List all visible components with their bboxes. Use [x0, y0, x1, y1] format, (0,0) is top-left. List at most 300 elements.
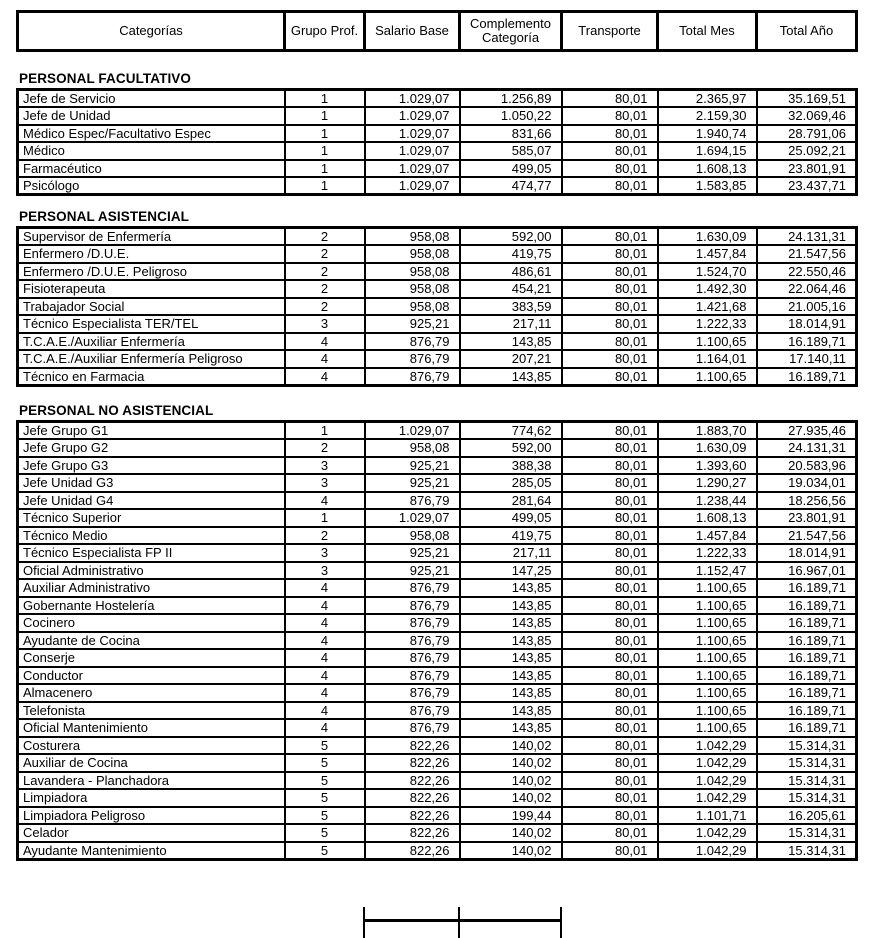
section-title: PERSONAL FACULTATIVO — [19, 71, 192, 86]
value-cell: 16.189,71 — [757, 632, 857, 650]
category-cell: Gobernante Hostelería — [18, 597, 285, 615]
value-cell: 1.100,65 — [658, 597, 757, 615]
section-table — [16, 88, 858, 196]
value-cell: 143,85 — [460, 333, 562, 351]
value-cell: 1.583,85 — [658, 177, 757, 195]
stub-cell — [459, 920, 561, 938]
value-cell: 958,08 — [365, 228, 460, 246]
category-cell: Jefe Grupo G1 — [18, 422, 285, 440]
value-cell: 925,21 — [365, 315, 460, 333]
value-cell: 388,38 — [460, 457, 562, 475]
value-cell: 143,85 — [460, 597, 562, 615]
value-cell: 80,01 — [562, 789, 658, 807]
value-cell: 80,01 — [562, 492, 658, 510]
value-cell: 1.100,65 — [658, 368, 757, 386]
category-cell: Jefe de Servicio — [18, 90, 285, 108]
table-row — [18, 350, 857, 368]
category-cell: Técnico Especialista TER/TEL — [18, 315, 285, 333]
value-cell: 1.290,27 — [658, 474, 757, 492]
value-cell: 419,75 — [460, 527, 562, 545]
value-cell: 925,21 — [365, 474, 460, 492]
value-cell: 140,02 — [460, 789, 562, 807]
group-cell: 4 — [285, 368, 365, 386]
table-row — [18, 245, 857, 263]
next-table-stub — [363, 907, 562, 938]
value-cell: 80,01 — [562, 160, 658, 178]
value-cell: 23.801,91 — [757, 509, 857, 527]
value-cell: 80,01 — [562, 350, 658, 368]
value-cell: 1.042,29 — [658, 842, 757, 860]
value-cell: 822,26 — [365, 789, 460, 807]
group-cell: 4 — [285, 684, 365, 702]
table-row — [18, 719, 857, 737]
group-cell: 3 — [285, 315, 365, 333]
value-cell: 21.005,16 — [757, 298, 857, 316]
value-cell: 1.492,30 — [658, 280, 757, 298]
table-row — [18, 544, 857, 562]
value-cell: 217,11 — [460, 544, 562, 562]
value-cell: 383,59 — [460, 298, 562, 316]
value-cell: 80,01 — [562, 422, 658, 440]
table-row — [18, 368, 857, 386]
value-cell: 80,01 — [562, 632, 658, 650]
value-cell: 1.042,29 — [658, 789, 757, 807]
group-cell: 2 — [285, 228, 365, 246]
category-cell: Lavandera - Planchadora — [18, 772, 285, 790]
table-row — [18, 280, 857, 298]
value-cell: 16.967,01 — [757, 562, 857, 580]
group-cell: 5 — [285, 789, 365, 807]
table-row — [18, 333, 857, 351]
value-cell: 876,79 — [365, 579, 460, 597]
group-cell: 1 — [285, 509, 365, 527]
value-cell: 831,66 — [460, 125, 562, 143]
value-cell: 80,01 — [562, 754, 658, 772]
value-cell: 592,00 — [460, 439, 562, 457]
value-cell: 1.630,09 — [658, 439, 757, 457]
value-cell: 2.365,97 — [658, 90, 757, 108]
value-cell: 24.131,31 — [757, 228, 857, 246]
value-cell: 1.630,09 — [658, 228, 757, 246]
group-cell: 1 — [285, 160, 365, 178]
value-cell: 1.457,84 — [658, 527, 757, 545]
value-cell: 217,11 — [460, 315, 562, 333]
value-cell: 876,79 — [365, 350, 460, 368]
table-row — [18, 842, 857, 860]
value-cell: 1.608,13 — [658, 160, 757, 178]
value-cell: 22.064,46 — [757, 280, 857, 298]
value-cell: 80,01 — [562, 142, 658, 160]
value-cell: 1.042,29 — [658, 824, 757, 842]
value-cell: 454,21 — [460, 280, 562, 298]
value-cell: 958,08 — [365, 263, 460, 281]
category-cell: Psicólogo — [18, 177, 285, 195]
value-cell: 80,01 — [562, 737, 658, 755]
value-cell: 1.524,70 — [658, 263, 757, 281]
value-cell: 822,26 — [365, 807, 460, 825]
value-cell: 147,25 — [460, 562, 562, 580]
value-cell: 80,01 — [562, 667, 658, 685]
value-cell: 876,79 — [365, 702, 460, 720]
value-cell: 1.100,65 — [658, 702, 757, 720]
value-cell: 80,01 — [562, 228, 658, 246]
table-row — [18, 422, 857, 440]
table-row — [18, 807, 857, 825]
value-cell: 958,08 — [365, 439, 460, 457]
value-cell: 140,02 — [460, 772, 562, 790]
value-cell: 32.069,46 — [757, 107, 857, 125]
value-cell: 16.189,71 — [757, 684, 857, 702]
value-cell: 15.314,31 — [757, 842, 857, 860]
value-cell: 1.256,89 — [460, 90, 562, 108]
table-row — [18, 754, 857, 772]
stub-cell — [364, 920, 459, 938]
value-cell: 80,01 — [562, 807, 658, 825]
value-cell: 80,01 — [562, 177, 658, 195]
value-cell: 1.100,65 — [658, 719, 757, 737]
table-row — [18, 457, 857, 475]
value-cell: 143,85 — [460, 702, 562, 720]
value-cell: 80,01 — [562, 263, 658, 281]
category-cell: Jefe Unidad G4 — [18, 492, 285, 510]
group-cell: 5 — [285, 842, 365, 860]
category-cell: Celador — [18, 824, 285, 842]
value-cell: 1.029,07 — [365, 509, 460, 527]
value-cell: 1.421,68 — [658, 298, 757, 316]
table-row — [18, 597, 857, 615]
value-cell: 2.159,30 — [658, 107, 757, 125]
value-cell: 876,79 — [365, 649, 460, 667]
category-cell: Oficial Mantenimiento — [18, 719, 285, 737]
value-cell: 143,85 — [460, 684, 562, 702]
category-cell: Jefe de Unidad — [18, 107, 285, 125]
category-cell: Limpiadora — [18, 789, 285, 807]
value-cell: 1.883,70 — [658, 422, 757, 440]
value-cell: 876,79 — [365, 597, 460, 615]
value-cell: 23.801,91 — [757, 160, 857, 178]
value-cell: 876,79 — [365, 667, 460, 685]
header-cell: Transporte — [562, 12, 658, 51]
value-cell: 24.131,31 — [757, 439, 857, 457]
category-cell: Ayudante de Cocina — [18, 632, 285, 650]
section-title: PERSONAL NO ASISTENCIAL — [19, 403, 214, 418]
stub-row — [364, 920, 561, 938]
group-cell: 2 — [285, 263, 365, 281]
section-title: PERSONAL ASISTENCIAL — [19, 209, 190, 224]
value-cell: 1.029,07 — [365, 160, 460, 178]
category-cell: Oficial Administrativo — [18, 562, 285, 580]
table-row — [18, 824, 857, 842]
value-cell: 80,01 — [562, 649, 658, 667]
group-cell: 2 — [285, 298, 365, 316]
category-cell: Telefonista — [18, 702, 285, 720]
value-cell: 958,08 — [365, 298, 460, 316]
table-row — [18, 579, 857, 597]
value-cell: 1.940,74 — [658, 125, 757, 143]
category-cell: T.C.A.E./Auxiliar Enfermería — [18, 333, 285, 351]
value-cell: 16.189,71 — [757, 702, 857, 720]
category-cell: Jefe Grupo G2 — [18, 439, 285, 457]
group-cell: 1 — [285, 125, 365, 143]
value-cell: 499,05 — [460, 509, 562, 527]
value-cell: 199,44 — [460, 807, 562, 825]
category-cell: Fisioterapeuta — [18, 280, 285, 298]
value-cell: 140,02 — [460, 842, 562, 860]
value-cell: 774,62 — [460, 422, 562, 440]
group-cell: 1 — [285, 90, 365, 108]
category-cell: Almacenero — [18, 684, 285, 702]
category-cell: Conserje — [18, 649, 285, 667]
value-cell: 35.169,51 — [757, 90, 857, 108]
value-cell: 22.550,46 — [757, 263, 857, 281]
category-cell: Cocinero — [18, 614, 285, 632]
value-cell: 592,00 — [460, 228, 562, 246]
section-table — [16, 226, 858, 387]
value-cell: 80,01 — [562, 772, 658, 790]
category-cell: Costurera — [18, 737, 285, 755]
stub-cell — [364, 907, 459, 920]
value-cell: 16.189,71 — [757, 719, 857, 737]
group-cell: 4 — [285, 597, 365, 615]
group-cell: 3 — [285, 562, 365, 580]
value-cell: 143,85 — [460, 579, 562, 597]
table-row — [18, 702, 857, 720]
category-cell: Jefe Grupo G3 — [18, 457, 285, 475]
value-cell: 1.694,15 — [658, 142, 757, 160]
group-cell: 1 — [285, 142, 365, 160]
value-cell: 1.100,65 — [658, 649, 757, 667]
value-cell: 1.029,07 — [365, 90, 460, 108]
value-cell: 419,75 — [460, 245, 562, 263]
value-cell: 876,79 — [365, 632, 460, 650]
table-row — [18, 142, 857, 160]
value-cell: 1.029,07 — [365, 142, 460, 160]
header-cell: Total Mes — [658, 12, 757, 51]
group-cell: 5 — [285, 824, 365, 842]
category-cell: Auxiliar Administrativo — [18, 579, 285, 597]
value-cell: 958,08 — [365, 245, 460, 263]
value-cell: 80,01 — [562, 474, 658, 492]
value-cell: 80,01 — [562, 842, 658, 860]
table-row — [18, 737, 857, 755]
table-row — [18, 177, 857, 195]
value-cell: 1.608,13 — [658, 509, 757, 527]
value-cell: 80,01 — [562, 439, 658, 457]
value-cell: 822,26 — [365, 737, 460, 755]
group-cell: 4 — [285, 614, 365, 632]
group-cell: 3 — [285, 544, 365, 562]
value-cell: 486,61 — [460, 263, 562, 281]
category-cell: Jefe Unidad G3 — [18, 474, 285, 492]
group-cell: 5 — [285, 737, 365, 755]
category-cell: T.C.A.E./Auxiliar Enfermería Peligroso — [18, 350, 285, 368]
group-cell: 2 — [285, 280, 365, 298]
value-cell: 80,01 — [562, 527, 658, 545]
value-cell: 1.393,60 — [658, 457, 757, 475]
value-cell: 19.034,01 — [757, 474, 857, 492]
value-cell: 1.152,47 — [658, 562, 757, 580]
value-cell: 1.100,65 — [658, 632, 757, 650]
value-cell: 143,85 — [460, 649, 562, 667]
value-cell: 1.222,33 — [658, 315, 757, 333]
header-cell: Grupo Prof. — [285, 12, 365, 51]
value-cell: 958,08 — [365, 280, 460, 298]
value-cell: 16.189,71 — [757, 614, 857, 632]
category-cell: Técnico en Farmacia — [18, 368, 285, 386]
value-cell: 16.189,71 — [757, 579, 857, 597]
value-cell: 18.256,56 — [757, 492, 857, 510]
value-cell: 21.547,56 — [757, 245, 857, 263]
category-cell: Conductor — [18, 667, 285, 685]
value-cell: 1.100,65 — [658, 579, 757, 597]
table-row — [18, 90, 857, 108]
category-cell: Técnico Especialista FP II — [18, 544, 285, 562]
value-cell: 80,01 — [562, 562, 658, 580]
table-row — [18, 684, 857, 702]
group-cell: 5 — [285, 754, 365, 772]
group-cell: 2 — [285, 245, 365, 263]
group-cell: 4 — [285, 492, 365, 510]
value-cell: 876,79 — [365, 368, 460, 386]
value-cell: 23.437,71 — [757, 177, 857, 195]
table-row — [18, 667, 857, 685]
value-cell: 80,01 — [562, 298, 658, 316]
table-row — [18, 474, 857, 492]
value-cell: 15.314,31 — [757, 824, 857, 842]
value-cell: 140,02 — [460, 754, 562, 772]
category-cell: Médico Espec/Facultativo Espec — [18, 125, 285, 143]
value-cell: 1.222,33 — [658, 544, 757, 562]
value-cell: 1.042,29 — [658, 772, 757, 790]
value-cell: 1.100,65 — [658, 667, 757, 685]
category-cell: Trabajador Social — [18, 298, 285, 316]
value-cell: 876,79 — [365, 492, 460, 510]
category-cell: Enfermero /D.U.E. — [18, 245, 285, 263]
table-row — [18, 632, 857, 650]
category-cell: Ayudante Mantenimiento — [18, 842, 285, 860]
group-cell: 1 — [285, 422, 365, 440]
value-cell: 16.189,71 — [757, 667, 857, 685]
table-row — [18, 263, 857, 281]
table-row — [18, 509, 857, 527]
group-cell: 5 — [285, 807, 365, 825]
value-cell: 140,02 — [460, 737, 562, 755]
header-row — [18, 12, 857, 51]
category-cell: Supervisor de Enfermería — [18, 228, 285, 246]
group-cell: 1 — [285, 177, 365, 195]
group-cell: 2 — [285, 527, 365, 545]
value-cell: 1.100,65 — [658, 684, 757, 702]
value-cell: 474,77 — [460, 177, 562, 195]
value-cell: 876,79 — [365, 684, 460, 702]
stub-row — [364, 907, 561, 920]
value-cell: 1.042,29 — [658, 754, 757, 772]
category-cell: Enfermero /D.U.E. Peligroso — [18, 263, 285, 281]
group-cell: 4 — [285, 702, 365, 720]
value-cell: 80,01 — [562, 125, 658, 143]
value-cell: 80,01 — [562, 597, 658, 615]
value-cell: 285,05 — [460, 474, 562, 492]
value-cell: 80,01 — [562, 824, 658, 842]
value-cell: 925,21 — [365, 544, 460, 562]
table-row — [18, 649, 857, 667]
table-row — [18, 160, 857, 178]
value-cell: 140,02 — [460, 824, 562, 842]
table-row — [18, 492, 857, 510]
value-cell: 80,01 — [562, 579, 658, 597]
value-cell: 143,85 — [460, 632, 562, 650]
value-cell: 16.189,71 — [757, 368, 857, 386]
category-cell: Técnico Medio — [18, 527, 285, 545]
value-cell: 876,79 — [365, 719, 460, 737]
table-row — [18, 439, 857, 457]
category-cell: Técnico Superior — [18, 509, 285, 527]
category-cell: Auxiliar de Cocina — [18, 754, 285, 772]
value-cell: 80,01 — [562, 333, 658, 351]
value-cell: 18.014,91 — [757, 544, 857, 562]
value-cell: 143,85 — [460, 719, 562, 737]
value-cell: 28.791,06 — [757, 125, 857, 143]
value-cell: 1.100,65 — [658, 333, 757, 351]
stub-cell — [459, 907, 561, 920]
value-cell: 207,21 — [460, 350, 562, 368]
value-cell: 80,01 — [562, 719, 658, 737]
header-cell: Total Año — [757, 12, 857, 51]
value-cell: 1.029,07 — [365, 422, 460, 440]
value-cell: 15.314,31 — [757, 754, 857, 772]
value-cell: 80,01 — [562, 245, 658, 263]
value-cell: 80,01 — [562, 544, 658, 562]
value-cell: 80,01 — [562, 107, 658, 125]
value-cell: 80,01 — [562, 702, 658, 720]
value-cell: 16.205,61 — [757, 807, 857, 825]
value-cell: 25.092,21 — [757, 142, 857, 160]
value-cell: 80,01 — [562, 684, 658, 702]
group-cell: 2 — [285, 439, 365, 457]
value-cell: 822,26 — [365, 754, 460, 772]
value-cell: 27.935,46 — [757, 422, 857, 440]
value-cell: 15.314,31 — [757, 789, 857, 807]
value-cell: 1.029,07 — [365, 125, 460, 143]
table-row — [18, 315, 857, 333]
value-cell: 80,01 — [562, 315, 658, 333]
group-cell: 3 — [285, 457, 365, 475]
group-cell: 4 — [285, 579, 365, 597]
value-cell: 17.140,11 — [757, 350, 857, 368]
value-cell: 16.189,71 — [757, 597, 857, 615]
value-cell: 80,01 — [562, 509, 658, 527]
value-cell: 822,26 — [365, 824, 460, 842]
value-cell: 16.189,71 — [757, 649, 857, 667]
group-cell: 4 — [285, 350, 365, 368]
group-cell: 4 — [285, 649, 365, 667]
value-cell: 1.050,22 — [460, 107, 562, 125]
value-cell: 1.100,65 — [658, 614, 757, 632]
value-cell: 20.583,96 — [757, 457, 857, 475]
table-row — [18, 228, 857, 246]
table-row — [18, 298, 857, 316]
value-cell: 80,01 — [562, 368, 658, 386]
value-cell: 1.029,07 — [365, 107, 460, 125]
value-cell: 1.101,71 — [658, 807, 757, 825]
value-cell: 15.314,31 — [757, 737, 857, 755]
table-row — [18, 614, 857, 632]
value-cell: 143,85 — [460, 368, 562, 386]
category-cell: Médico — [18, 142, 285, 160]
value-cell: 1.238,44 — [658, 492, 757, 510]
section-table — [16, 420, 858, 861]
value-cell: 585,07 — [460, 142, 562, 160]
